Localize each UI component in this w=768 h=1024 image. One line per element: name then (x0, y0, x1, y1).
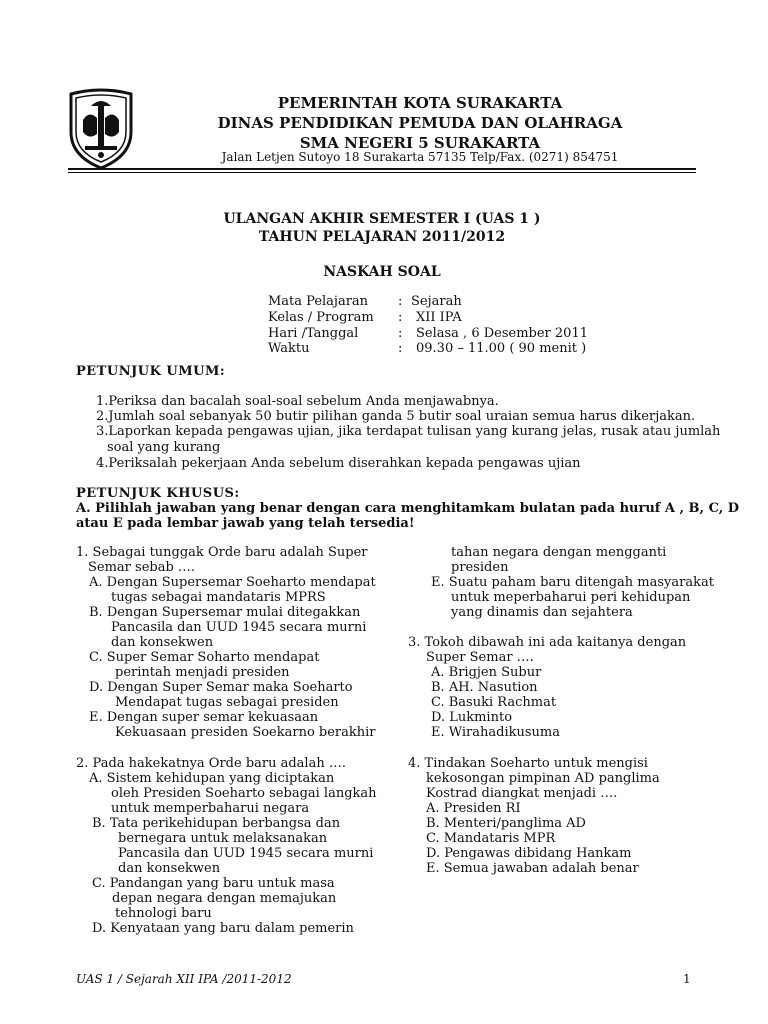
city-crest-icon (67, 88, 135, 170)
question-line: 2. Pada hakekatnya Orde baru adalah …. (76, 756, 346, 771)
answer-option: A. Presiden RI (426, 801, 521, 816)
answer-option-cont: yang dinamis dan sejahtera (451, 605, 633, 620)
question-line: kekosongan pimpinan AD panglima (426, 771, 660, 786)
info-value: Selasa , 6 Desember 2011 (416, 326, 588, 341)
answer-option: D. Pengawas dibidang Hankam (426, 846, 632, 861)
answer-option: B. Dengan Supersemar mulai ditegakkan (89, 605, 361, 620)
header-line-3: SMA NEGERI 5 SURAKARTA (299, 134, 541, 152)
answer-option-cont: untuk memperbaharui negara (111, 801, 310, 816)
answer-option-cont: presiden (451, 560, 509, 575)
info-label: Waktu (268, 341, 310, 356)
answer-option: C. Mandataris MPR (426, 831, 556, 846)
header-divider-thick (68, 168, 696, 170)
answer-option-cont: tehnologi baru (115, 906, 212, 921)
answer-option-cont: dan konsekwen (111, 635, 214, 650)
info-value: 09.30 – 11.00 ( 90 menit ) (416, 341, 587, 356)
header-divider-thin (68, 172, 696, 173)
answer-option: B. AH. Nasution (431, 680, 538, 695)
info-sep: : (398, 310, 403, 325)
answer-option: E. Dengan super semar kekuasaan (89, 710, 319, 725)
section-heading-general: PETUNJUK UMUM: (76, 364, 226, 379)
info-sep: : (398, 294, 403, 309)
question-line: Semar sebab …. (88, 560, 196, 575)
answer-option: E. Semua jawaban adalah benar (426, 861, 639, 876)
question-line: 4. Tindakan Soeharto untuk mengisi (408, 756, 648, 771)
answer-option: C. Basuki Rachmat (431, 695, 557, 710)
answer-option: D. Lukminto (431, 710, 513, 725)
answer-option-cont: dan konsekwen (118, 861, 221, 876)
answer-option: E. Suatu paham baru ditengah masyarakat (431, 575, 714, 590)
answer-option: C. Super Semar Soharto mendapat (89, 650, 320, 665)
header-line-2: DINAS PENDIDIKAN PEMUDA DAN OLAHRAGA (217, 114, 623, 132)
answer-option: D. Kenyataan yang baru dalam pemerin (92, 921, 354, 936)
question-line: 3. Tokoh dibawah ini ada kaitanya dengan (408, 635, 687, 650)
answer-option: A. Brigjen Subur (431, 665, 542, 680)
answer-option: D. Dengan Super Semar maka Soeharto (89, 680, 353, 695)
answer-option: B. Menteri/panglima AD (426, 816, 586, 831)
answer-option: A. Sistem kehidupan yang diciptakan (89, 771, 335, 786)
answer-option: E. Wirahadikusuma (431, 725, 560, 740)
info-label: Kelas / Program (268, 310, 374, 325)
header-line-1: PEMERINTAH KOTA SURAKARTA (277, 94, 563, 112)
specific-instruction-cont: atau E pada lembar jawab yang telah tersedia! (76, 516, 415, 531)
question-line: Super Semar …. (426, 650, 534, 665)
answer-option: C. Pandangan yang baru untuk masa (92, 876, 335, 891)
info-value: XII IPA (416, 310, 462, 325)
info-value: Sejarah (411, 294, 462, 309)
question-line: 1. Sebagai tunggak Orde baru adalah Super (76, 545, 368, 560)
section-heading-specific: PETUNJUK KHUSUS: (76, 486, 240, 501)
footer-document-info: UAS 1 / Sejarah XII IPA /2011-2012 (76, 972, 292, 986)
instruction-item-cont: soal yang kurang (107, 440, 221, 455)
exam-year: TAHUN PELAJARAN 2011/2012 (258, 229, 506, 245)
answer-option-cont: Pancasila dan UUD 1945 secara murni (118, 846, 374, 861)
instruction-item: 2.Jumlah soal sebanyak 50 butir pilihan ganda 5 butir soal uraian semua harus dikerjakan. (96, 409, 696, 424)
answer-option: B. Tata perikehidupan berbangsa dan (92, 816, 341, 831)
info-sep: : (398, 341, 403, 356)
answer-option-cont: Mendapat tugas sebagai presiden (115, 695, 339, 710)
answer-option-cont: Kekuasaan presiden Soekarno berakhir (115, 725, 376, 740)
specific-instruction: A. Pilihlah jawaban yang benar dengan cara menghitamkam bulatan pada huruf A , B, C, D (76, 501, 740, 516)
school-address: Jalan Letjen Sutoyo 18 Surakarta 57135 Telp/Fax. (0271) 854751 (221, 150, 619, 164)
info-label: Mata Pelajaran (268, 294, 369, 309)
page-number: 1 (683, 972, 691, 986)
answer-option-cont: untuk meperbaharui peri kehidupan (451, 590, 691, 605)
instruction-item: 4.Periksalah pekerjaan Anda sebelum diserahkan kepada pengawas ujian (96, 456, 581, 471)
question-line: Kostrad diangkat menjadi …. (426, 786, 618, 801)
instruction-item: 1.Periksa dan bacalah soal-soal sebelum Anda menjawabnya. (96, 394, 499, 409)
answer-option-cont: tugas sebagai mandataris MPRS (111, 590, 326, 605)
answer-option-cont: tahan negara dengan mengganti (451, 545, 667, 560)
info-sep: : (398, 326, 403, 341)
answer-option-cont: Pancasila dan UUD 1945 secara murni (111, 620, 367, 635)
answer-option-cont: oleh Presiden Soeharto sebagai langkah (111, 786, 377, 801)
instruction-item: 3.Laporkan kepada pengawas ujian, jika terdapat tulisan yang kurang jelas, rusak atau jumlah (96, 424, 721, 439)
answer-option: A. Dengan Supersemar Soeharto mendapat (89, 575, 376, 590)
answer-option-cont: perintah menjadi presiden (115, 665, 290, 680)
info-label: Hari /Tanggal (268, 326, 359, 341)
answer-option-cont: bernegara untuk melaksanakan (118, 831, 328, 846)
exam-title: ULANGAN AKHIR SEMESTER I (UAS 1 ) (223, 211, 541, 227)
exam-subtitle: NASKAH SOAL (323, 264, 441, 280)
answer-option-cont: depan negara dengan memajukan (112, 891, 337, 906)
